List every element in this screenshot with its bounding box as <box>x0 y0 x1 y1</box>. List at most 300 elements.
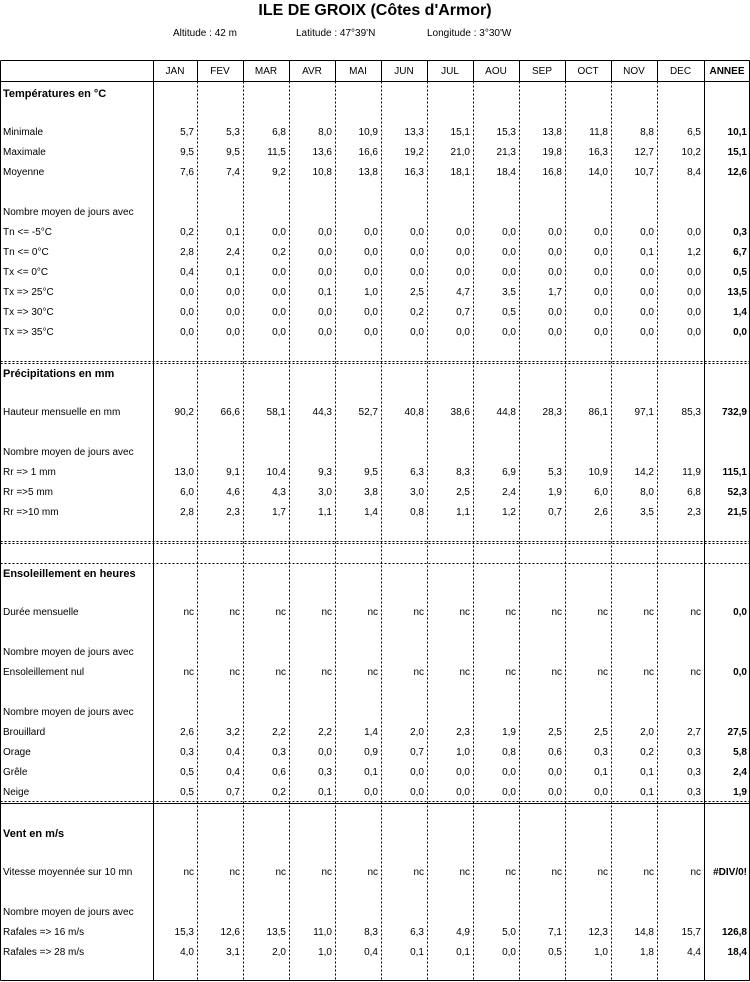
table-cell: 0,1 <box>594 767 608 778</box>
table-cell: 4,6 <box>226 487 240 498</box>
table-cell: 7,1 <box>548 927 562 938</box>
table-cell: 9,5 <box>180 147 194 158</box>
table-cell: 0,0 <box>594 327 608 338</box>
column-header: NOV <box>623 66 645 77</box>
table-cell: nc <box>643 667 654 678</box>
table-cell: 0,3 <box>180 747 194 758</box>
table-cell: 21,0 <box>450 147 470 158</box>
row-label: Nombre moyen de jours avec <box>3 707 134 718</box>
table-cell: 0,0 <box>594 247 608 258</box>
table-cell: 0,0 <box>687 267 701 278</box>
table-cell: 0,0 <box>594 307 608 318</box>
table-cell: 0,0 <box>594 287 608 298</box>
table-cell: 2,0 <box>272 947 286 958</box>
table-cell: 13,5 <box>727 287 747 298</box>
table-cell: 44,3 <box>312 407 332 418</box>
table-cell: 0,0 <box>733 607 747 618</box>
table-cell: 0,1 <box>318 787 332 798</box>
table-cell: 0,0 <box>548 267 562 278</box>
table-cell: nc <box>690 607 701 618</box>
table-cell: 0,0 <box>364 267 378 278</box>
table-cell: 13,3 <box>404 127 424 138</box>
table-cell: 1,4 <box>364 507 378 518</box>
table-cell: 2,8 <box>180 507 194 518</box>
table-cell: 0,3 <box>687 767 701 778</box>
table-cell: 12,3 <box>588 927 608 938</box>
table-cell: 0,0 <box>502 227 516 238</box>
table-cell: 14,0 <box>588 167 608 178</box>
section-header: Précipitations en mm <box>3 368 115 380</box>
table-cell: 4,9 <box>456 927 470 938</box>
table-cell: 7,4 <box>226 167 240 178</box>
table-cell: 85,3 <box>681 407 701 418</box>
table-cell: 0,0 <box>456 267 470 278</box>
column-header: MAR <box>254 66 278 77</box>
table-cell: 9,3 <box>318 467 332 478</box>
table-cell: 0,0 <box>640 327 654 338</box>
table-cell: 2,3 <box>226 507 240 518</box>
table-cell: 10,1 <box>727 127 747 138</box>
table-cell: 8,8 <box>640 127 654 138</box>
table-cell: nc <box>229 667 240 678</box>
table-cell: 58,1 <box>266 407 286 418</box>
table-cell: 0,2 <box>272 787 286 798</box>
table-cell: 18,1 <box>450 167 470 178</box>
table-cell: 0,0 <box>502 327 516 338</box>
table-cell: 0,3 <box>594 747 608 758</box>
table-cell: 2,2 <box>272 727 286 738</box>
table-cell: 3,2 <box>226 727 240 738</box>
table-cell: 3,5 <box>502 287 516 298</box>
table-cell: 2,3 <box>687 507 701 518</box>
table-cell: nc <box>459 607 470 618</box>
table-cell: 0,0 <box>687 327 701 338</box>
row-label: Orage <box>3 747 31 758</box>
table-cell: 0,0 <box>226 307 240 318</box>
table-cell: 10,7 <box>634 167 654 178</box>
row-label: Minimale <box>3 127 44 138</box>
table-cell: 0,8 <box>502 747 516 758</box>
table-cell: 0,3 <box>272 747 286 758</box>
table-cell: 0,0 <box>410 267 424 278</box>
longitude-label: Longitude : 3°30'W <box>427 28 512 39</box>
table-cell: 6,3 <box>410 467 424 478</box>
table-cell: 2,7 <box>687 727 701 738</box>
table-cell: 2,3 <box>456 727 470 738</box>
table-cell: 3,1 <box>226 947 240 958</box>
row-label: Tn <= -5°C <box>3 227 53 238</box>
table-cell: nc <box>597 607 608 618</box>
table-cell: 0,0 <box>640 227 654 238</box>
table-cell: 8,0 <box>640 487 654 498</box>
table-cell: 27,5 <box>727 727 747 738</box>
table-cell: 38,6 <box>450 407 470 418</box>
table-cell: 13,6 <box>312 147 332 158</box>
column-header: AOU <box>485 66 507 77</box>
table-cell: 0,9 <box>364 747 378 758</box>
table-cell: nc <box>275 607 286 618</box>
column-header: JAN <box>165 66 185 77</box>
table-cell: 0,0 <box>502 787 516 798</box>
table-cell: 0,1 <box>640 247 654 258</box>
table-cell: 1,0 <box>364 287 378 298</box>
table-cell: 0,1 <box>364 767 378 778</box>
table-cell: nc <box>690 667 701 678</box>
table-cell: 0,2 <box>180 227 194 238</box>
table-cell: 0,0 <box>180 287 194 298</box>
table-cell: 0,0 <box>272 327 286 338</box>
table-cell: 1,9 <box>502 727 516 738</box>
table-cell: 0,0 <box>410 327 424 338</box>
table-cell: 10,8 <box>312 167 332 178</box>
table-cell: 0,7 <box>456 307 470 318</box>
table-cell: 12,7 <box>634 147 654 158</box>
table-cell: 0,1 <box>226 267 240 278</box>
row-label: Tx => 30°C <box>3 307 54 318</box>
table-cell: 1,2 <box>687 247 701 258</box>
table-cell: 10,4 <box>266 467 286 478</box>
row-label: Neige <box>3 787 30 798</box>
table-cell: 11,9 <box>682 467 701 478</box>
table-cell: 6,7 <box>733 247 747 258</box>
row-label: Tx <= 0°C <box>3 267 49 278</box>
table-cell: 9,5 <box>226 147 240 158</box>
table-cell: nc <box>505 867 516 878</box>
table-cell: 19,2 <box>404 147 424 158</box>
table-cell: 6,5 <box>687 127 701 138</box>
table-cell: 6,0 <box>594 487 608 498</box>
table-cell: 15,7 <box>681 927 701 938</box>
table-cell: nc <box>505 667 516 678</box>
table-cell: 6,9 <box>502 467 516 478</box>
column-header: FEV <box>210 66 230 77</box>
table-cell: 1,4 <box>364 727 378 738</box>
table-cell: nc <box>367 607 378 618</box>
table-cell: nc <box>275 867 286 878</box>
table-cell: 0,0 <box>272 267 286 278</box>
table-cell: 18,4 <box>496 167 516 178</box>
table-cell: 0,0 <box>226 327 240 338</box>
table-cell: nc <box>551 867 562 878</box>
table-cell: 52,7 <box>358 407 378 418</box>
table-cell: 10,2 <box>681 147 701 158</box>
table-cell: 3,0 <box>318 487 332 498</box>
table-cell: 0,0 <box>318 747 332 758</box>
table-cell: 0,1 <box>640 767 654 778</box>
table-cell: 13,0 <box>174 467 194 478</box>
table-cell: 0,3 <box>687 787 701 798</box>
row-label: Nombre moyen de jours avec <box>3 207 134 218</box>
table-cell: 1,2 <box>502 507 516 518</box>
table-cell: 10,9 <box>588 467 608 478</box>
row-label: Grêle <box>3 767 28 778</box>
table-cell: 126,8 <box>721 927 747 938</box>
table-cell: nc <box>321 607 332 618</box>
column-header: ANNEE <box>709 66 745 77</box>
table-cell: 0,0 <box>502 947 516 958</box>
table-cell: nc <box>183 667 194 678</box>
table-cell: 0,0 <box>687 227 701 238</box>
table-cell: 2,8 <box>180 247 194 258</box>
table-cell: 0,0 <box>594 227 608 238</box>
table-cell: nc <box>183 607 194 618</box>
table-cell: 0,0 <box>502 247 516 258</box>
row-label: Rr =>10 mm <box>3 507 59 518</box>
table-cell: 0,2 <box>272 247 286 258</box>
table-cell: 12,6 <box>727 167 747 178</box>
table-cell: 4,7 <box>456 287 470 298</box>
table-cell: 2,4 <box>733 767 747 778</box>
table-cell: 0,0 <box>548 327 562 338</box>
table-cell: 2,4 <box>502 487 516 498</box>
table-cell: nc <box>643 867 654 878</box>
table-cell: nc <box>413 867 424 878</box>
row-label: Brouillard <box>3 727 46 738</box>
table-cell: 0,0 <box>548 767 562 778</box>
page-title: ILE DE GROIX (Côtes d'Armor) <box>258 2 492 19</box>
table-cell: 1,0 <box>318 947 332 958</box>
table-cell: nc <box>643 607 654 618</box>
table-cell: #DIV/0! <box>713 867 747 878</box>
table-cell: 0,3 <box>318 767 332 778</box>
table-cell: 0,0 <box>410 787 424 798</box>
table-cell: 0,1 <box>640 787 654 798</box>
column-header: JUN <box>394 66 414 77</box>
table-cell: 5,0 <box>502 927 516 938</box>
table-cell: nc <box>690 867 701 878</box>
section-header: Vent en m/s <box>3 828 65 840</box>
table-cell: 19,8 <box>542 147 562 158</box>
table-cell: 0,3 <box>687 747 701 758</box>
table-cell: 0,0 <box>410 247 424 258</box>
table-cell: 4,4 <box>687 947 701 958</box>
table-cell: 5,8 <box>733 747 747 758</box>
table-cell: 0,0 <box>733 667 747 678</box>
table-cell: 0,0 <box>594 267 608 278</box>
table-cell: nc <box>551 607 562 618</box>
table-cell: 0,0 <box>502 267 516 278</box>
table-cell: nc <box>229 867 240 878</box>
table-cell: 0,0 <box>318 307 332 318</box>
table-cell: 0,4 <box>180 267 194 278</box>
table-cell: 0,6 <box>548 747 562 758</box>
table-cell: 1,1 <box>318 507 332 518</box>
table-cell: 2,0 <box>410 727 424 738</box>
table-cell: 3,5 <box>640 507 654 518</box>
table-cell: 16,3 <box>404 167 424 178</box>
table-cell: 14,2 <box>634 467 654 478</box>
table-cell: 0,0 <box>548 787 562 798</box>
table-cell: nc <box>459 867 470 878</box>
table-cell: 3,8 <box>364 487 378 498</box>
row-label: Moyenne <box>3 167 45 178</box>
table-cell: 0,0 <box>456 247 470 258</box>
table-cell: 2,6 <box>180 727 194 738</box>
table-cell: nc <box>459 667 470 678</box>
table-cell: 15,1 <box>727 147 747 158</box>
table-cell: nc <box>413 667 424 678</box>
table-cell: 0,0 <box>548 227 562 238</box>
table-cell: 0,0 <box>502 767 516 778</box>
table-cell: 0,0 <box>456 767 470 778</box>
row-label: Hauteur mensuelle en mm <box>3 407 121 418</box>
table-cell: 28,3 <box>542 407 562 418</box>
table-cell: 0,0 <box>364 227 378 238</box>
column-header: SEP <box>531 66 552 77</box>
table-cell: 5,3 <box>226 127 240 138</box>
table-cell: 8,4 <box>687 167 701 178</box>
table-cell: 97,1 <box>634 407 654 418</box>
table-cell: 0,1 <box>410 947 424 958</box>
row-label: Nombre moyen de jours avec <box>3 907 134 918</box>
table-cell: 0,1 <box>226 227 240 238</box>
table-cell: 0,0 <box>364 307 378 318</box>
table-cell: 0,8 <box>410 507 424 518</box>
table-cell: 0,0 <box>318 227 332 238</box>
table-cell: 732,9 <box>721 407 747 418</box>
section-header: Ensoleillement en heures <box>3 568 136 580</box>
table-cell: 0,0 <box>272 227 286 238</box>
table-cell: 0,5 <box>548 947 562 958</box>
table-cell: 0,2 <box>640 747 654 758</box>
table-cell: 0,4 <box>226 767 240 778</box>
row-label: Ensoleillement nul <box>3 667 85 678</box>
table-cell: 15,3 <box>496 127 516 138</box>
table-cell: 15,1 <box>450 127 470 138</box>
section-header: Températures en °C <box>3 88 107 100</box>
table-cell: 5,7 <box>180 127 194 138</box>
table-cell: 0,0 <box>456 227 470 238</box>
table-cell: 0,0 <box>364 247 378 258</box>
table-cell: nc <box>597 667 608 678</box>
table-cell: 44,8 <box>496 407 516 418</box>
table-cell: 0,5 <box>733 267 747 278</box>
row-label: Nombre moyen de jours avec <box>3 647 134 658</box>
table-cell: 1,0 <box>456 747 470 758</box>
table-cell: 12,6 <box>220 927 240 938</box>
table-cell: 0,0 <box>548 307 562 318</box>
table-cell: 0,0 <box>226 287 240 298</box>
table-cell: 13,5 <box>266 927 286 938</box>
latitude-label: Latitude : 47°39'N <box>296 28 376 39</box>
table-cell: 10,9 <box>358 127 378 138</box>
table-cell: 21,3 <box>496 147 516 158</box>
table-cell: 0,1 <box>318 287 332 298</box>
row-label: Tx => 25°C <box>3 287 54 298</box>
table-cell: 66,6 <box>220 407 240 418</box>
table-cell: 2,5 <box>548 727 562 738</box>
row-label: Rafales => 16 m/s <box>3 927 85 938</box>
table-cell: 2,0 <box>640 727 654 738</box>
table-cell: 40,8 <box>404 407 424 418</box>
table-cell: 4,0 <box>180 947 194 958</box>
column-header: DEC <box>669 66 692 77</box>
table-cell: 4,3 <box>272 487 286 498</box>
table-cell: 16,6 <box>358 147 378 158</box>
table-cell: 0,0 <box>548 247 562 258</box>
table-cell: 0,3 <box>733 227 747 238</box>
table-cell: nc <box>413 607 424 618</box>
table-cell: 11,5 <box>267 147 286 158</box>
table-cell: 0,0 <box>410 767 424 778</box>
table-cell: 6,8 <box>687 487 701 498</box>
table-cell: 2,4 <box>226 247 240 258</box>
table-cell: 0,7 <box>226 787 240 798</box>
table-cell: 2,5 <box>456 487 470 498</box>
row-label: Rafales => 28 m/s <box>3 947 85 958</box>
table-cell: 0,0 <box>318 267 332 278</box>
row-label: Vitesse moyennée sur 10 mn <box>3 867 133 878</box>
table-cell: 2,5 <box>410 287 424 298</box>
table-cell: 0,0 <box>456 787 470 798</box>
table-cell: 0,0 <box>272 287 286 298</box>
table-cell: 90,2 <box>174 407 194 418</box>
table-cell: 0,0 <box>640 287 654 298</box>
table-cell: 13,8 <box>358 167 378 178</box>
table-cell: 1,4 <box>733 307 747 318</box>
table-cell: 9,2 <box>272 167 286 178</box>
table-cell: 0,7 <box>548 507 562 518</box>
table-cell: 0,0 <box>733 327 747 338</box>
table-cell: 0,0 <box>594 787 608 798</box>
table-cell: 1,8 <box>640 947 654 958</box>
table-cell: 9,1 <box>226 467 240 478</box>
column-header: MAI <box>349 66 367 77</box>
table-cell: 0,6 <box>272 767 286 778</box>
table-cell: 2,2 <box>318 727 332 738</box>
table-cell: 16,3 <box>588 147 608 158</box>
row-label: Durée mensuelle <box>3 607 79 618</box>
table-cell: 0,7 <box>410 747 424 758</box>
table-cell: 1,0 <box>594 947 608 958</box>
altitude-label: Altitude : 42 m <box>173 28 237 39</box>
column-header: JUL <box>441 66 459 77</box>
table-cell: 11,0 <box>313 927 332 938</box>
table-cell: 6,8 <box>272 127 286 138</box>
table-cell: 7,6 <box>180 167 194 178</box>
table-cell: 21,5 <box>727 507 747 518</box>
table-cell: 2,6 <box>594 507 608 518</box>
table-cell: 16,8 <box>542 167 562 178</box>
table-cell: nc <box>183 867 194 878</box>
table-cell: 0,0 <box>364 787 378 798</box>
table-cell: 0,2 <box>410 307 424 318</box>
table-cell: 11,8 <box>589 127 608 138</box>
table-cell: 3,0 <box>410 487 424 498</box>
table-cell: nc <box>275 667 286 678</box>
table-cell: 0,0 <box>687 307 701 318</box>
table-cell: 1,9 <box>733 787 747 798</box>
table-cell: 0,1 <box>456 947 470 958</box>
table-cell: 1,7 <box>548 287 562 298</box>
table-cell: 2,5 <box>594 727 608 738</box>
table-cell: 0,0 <box>318 327 332 338</box>
table-cell: 0,0 <box>364 327 378 338</box>
table-cell: 0,5 <box>180 787 194 798</box>
table-cell: nc <box>321 667 332 678</box>
table-cell: 0,5 <box>180 767 194 778</box>
table-cell: 18,4 <box>727 947 747 958</box>
table-cell: 0,0 <box>180 307 194 318</box>
row-label: Rr =>5 mm <box>3 487 54 498</box>
table-cell: nc <box>367 667 378 678</box>
table-cell: 0,0 <box>272 307 286 318</box>
table-cell: 6,0 <box>180 487 194 498</box>
table-cell: 1,9 <box>548 487 562 498</box>
table-cell: nc <box>597 867 608 878</box>
table-cell: nc <box>367 867 378 878</box>
table-cell: 115,1 <box>722 467 747 478</box>
